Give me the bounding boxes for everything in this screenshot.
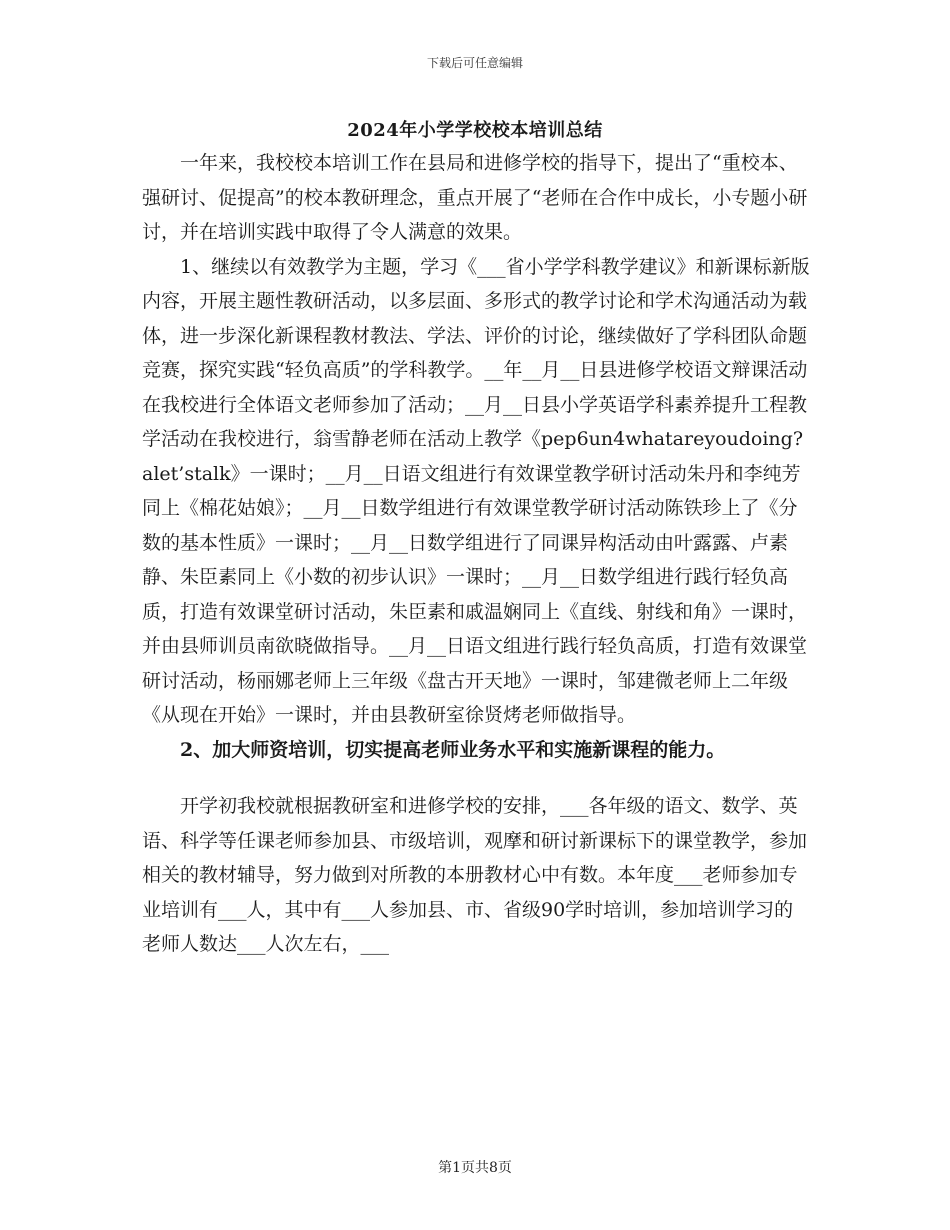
page-number: 第1页共8页 bbox=[438, 1160, 512, 1176]
section-2-paragraph: 开学初我校就根据教研室和进修学校的安排，___各年级的语文、数学、英语、科学等任课老师参加县、市级培训，观摩和研讨新课标下的课堂教学，参加相关的教材辅导，努力做到对所教的本册教材心中有数。本年度___老师参加专业培训有___人，其中有___人参加县、市、省级90学时培训，参加培训学习的老师人数达___人次左右，___ bbox=[142, 795, 808, 955]
header-note: 下载后可任意编辑 bbox=[426, 56, 523, 70]
document-body bbox=[142, 146, 812, 962]
intro-paragraph: 一年来，我校校本培训工作在县局和进修学校的指导下，提出了“重校本、强研讨、促提高”的校本教研理念，重点开展了“老师在合作中成长，小专题小研讨，并在培训实践中取得了令人满意的效果。 bbox=[142, 152, 808, 243]
document-title: 2024年小学学校校本培训总结 bbox=[347, 120, 603, 141]
section-1-paragraph: 1、继续以有效教学为主题，学习《___省小学学科教学建议》和新课标新版内容，开展主题性教研活动，以多层面、多形式的教学讨论和学术沟通活动为载体，进一步深化新课程教材教法、学法、评价的讨论，继续做好了学科团队命题竞赛，探究实践“轻负高质”的学科教学。__年__月__日县进修学校语文辩课活动在我校进行全体语文老师参加了活动；__月__日县小学英语学科素养提升工程教学活动在我校进行，翁雪静老师在活动上教学《pep6un4whatareyoudoing?alet’stalk》一课时；__月__日语文组进行有效课堂教学研讨活动朱丹和李纯芳同上《棉花姑娘》；__月__日数学组进行有效课堂教学研讨活动陈铁珍上了《分数的基本性质》一课时；__月__日数学组进行了同课异构活动由叶露露、卢素静、朱臣素同上《小数的初步认识》一课时；__月__日数学组进行践行轻负高质，打造有效课堂研讨活动，朱臣素和戚温娴同上《直线、射线和角》一课时，并由县师训员南欲晓做指导。__月__日语文组进行践行轻负高质，打造有效课堂研讨活动，杨丽娜老师上三年级《盘古开天地》一课时，邹建微老师上二年级《从现在开始》一课时，并由县教研室徐贤烤老师做指导。 bbox=[142, 255, 810, 726]
section-2-heading: 2、加大师资培训，切实提高老师业务水平和实施新课程的能力。 bbox=[180, 738, 726, 761]
